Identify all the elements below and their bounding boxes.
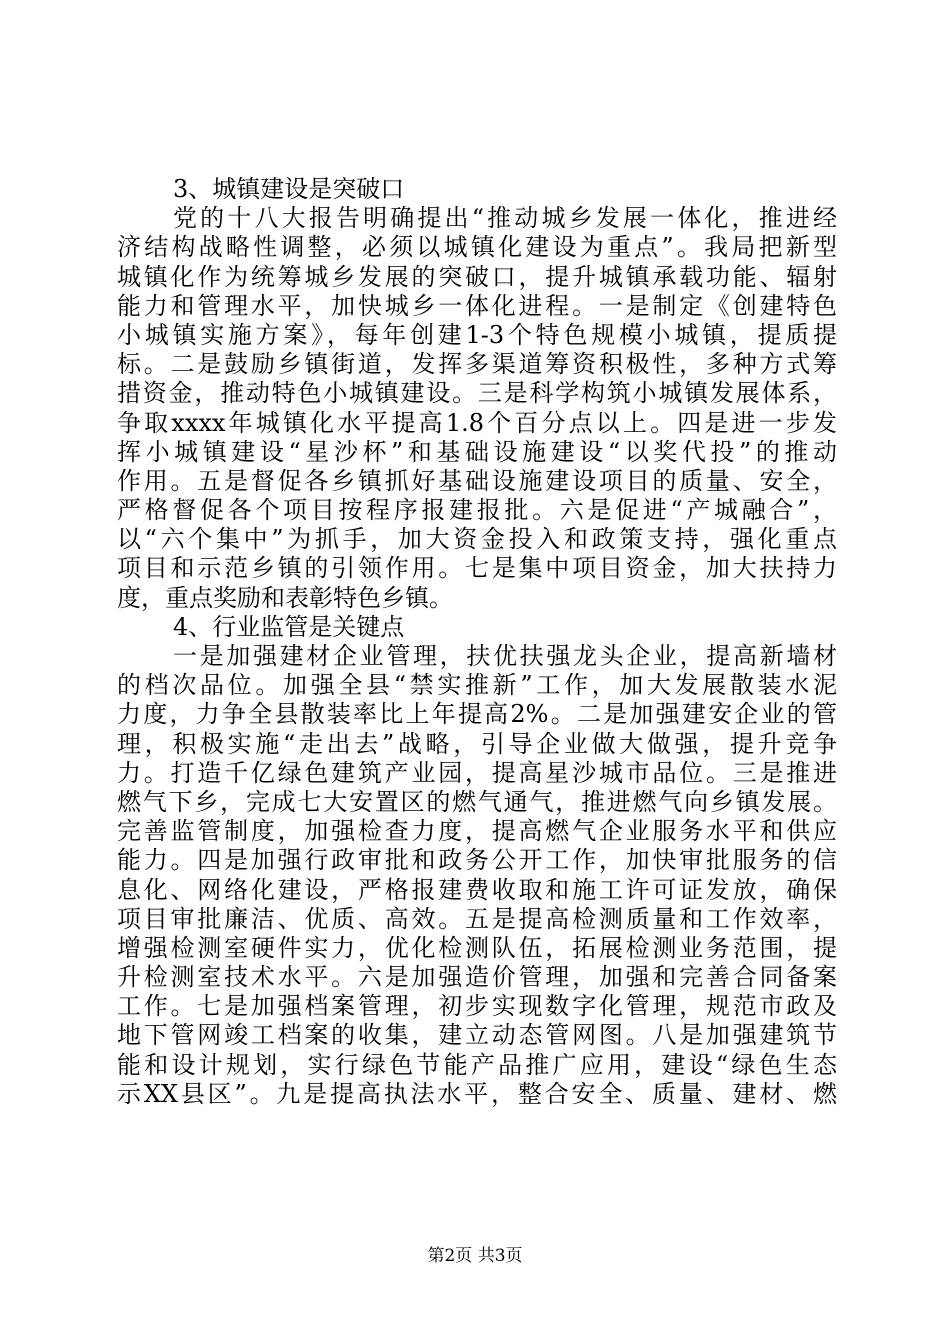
text-line: 项目审批廉洁、优质、高效。五是提高检测质量和工作效率， bbox=[117, 904, 837, 933]
text-line: 一是加强建材企业管理，扶优扶强龙头企业，提高新墙材 bbox=[173, 642, 837, 670]
text-line: 标。二是鼓励乡镇街道，发挥多渠道筹资积极性，多种方式筹 bbox=[117, 350, 837, 379]
text-line: 示XX县区”。九是提高执法水平，整合安全、质量、建材、燃 bbox=[117, 1079, 837, 1108]
text-line: 地下管网竣工档案的收集，建立动态管网图。八是加强建筑节 bbox=[117, 1021, 837, 1050]
text-line: 作用。五是督促各乡镇抓好基础设施建设项目的质量、安全， bbox=[117, 466, 837, 495]
text-line: 4、行业监管是关键点 bbox=[173, 612, 405, 641]
text-line: 以“六个集中”为抓手，加大资金投入和政策支持，强化重点 bbox=[117, 525, 837, 554]
text-line: 能和设计规划，实行绿色节能产品推广应用，建设“绿色生态 bbox=[117, 1050, 837, 1079]
text-line: 增强检测室硬件实力，优化检测队伍，拓展检测业务范围，提 bbox=[117, 933, 837, 962]
text-line: 争取xxxx年城镇化水平提高1.8个百分点以上。四是进一步发 bbox=[117, 408, 837, 437]
text-line: 能力和管理水平，加快城乡一体化进程。一是制定《创建特色 bbox=[117, 291, 837, 320]
document-body bbox=[117, 175, 837, 1109]
text-line: 挥小城镇建设“星沙杯”和基础设施建设“以奖代投”的推动 bbox=[117, 437, 837, 466]
text-line: 严格督促各个项目按程序报建报批。六是促进“产城融合”， bbox=[117, 496, 837, 525]
text-line: 项目和示范乡镇的引领作用。七是集中项目资金，加大扶持力 bbox=[117, 554, 837, 583]
text-line: 能力。四是加强行政审批和政务公开工作，加快审批服务的信 bbox=[117, 846, 837, 875]
text-line: 升检测室技术水平。六是加强造价管理，加强和完善合同备案 bbox=[117, 963, 837, 992]
text-line: 城镇化作为统筹城乡发展的突破口，提升城镇承载功能、辐射 bbox=[117, 262, 837, 291]
text-line: 的档次品位。加强全县“禁实推新”工作，加大发展散装水泥 bbox=[117, 671, 837, 700]
text-line: 燃气下乡，完成七大安置区的燃气通气，推进燃气向乡镇发展。 bbox=[117, 787, 837, 816]
text-line: 济结构战略性调整，必须以城镇化建设为重点”。我局把新型 bbox=[117, 233, 837, 262]
text-line: 党的十八大报告明确提出“推动城乡发展一体化，推进经 bbox=[173, 204, 837, 233]
text-line: 息化、网络化建设，严格报建费收取和施工许可证发放，确保 bbox=[117, 875, 837, 904]
text-line: 度，重点奖励和表彰特色乡镇。 bbox=[117, 583, 453, 612]
text-line: 措资金，推动特色小城镇建设。三是科学构筑小城镇发展体系， bbox=[117, 379, 837, 408]
text-line: 工作。七是加强档案管理，初步实现数字化管理，规范市政及 bbox=[117, 992, 837, 1021]
text-line: 理，积极实施“走出去”战略，引导企业做大做强，提升竞争 bbox=[117, 729, 837, 758]
text-line: 小城镇实施方案》，每年创建1-3个特色规模小城镇，提质提 bbox=[117, 320, 837, 349]
text-line: 3、城镇建设是突破口 bbox=[173, 175, 405, 203]
page-footer: 第2页 共3页 bbox=[427, 1246, 523, 1266]
text-line: 力。打造千亿绿色建筑产业园，提高星沙城市品位。三是推进 bbox=[117, 758, 837, 787]
text-line: 力度，力争全县散装率比上年提高2%。二是加强建安企业的管 bbox=[117, 700, 837, 729]
text-line: 完善监管制度，加强检查力度，提高燃气企业服务水平和供应 bbox=[117, 817, 837, 846]
